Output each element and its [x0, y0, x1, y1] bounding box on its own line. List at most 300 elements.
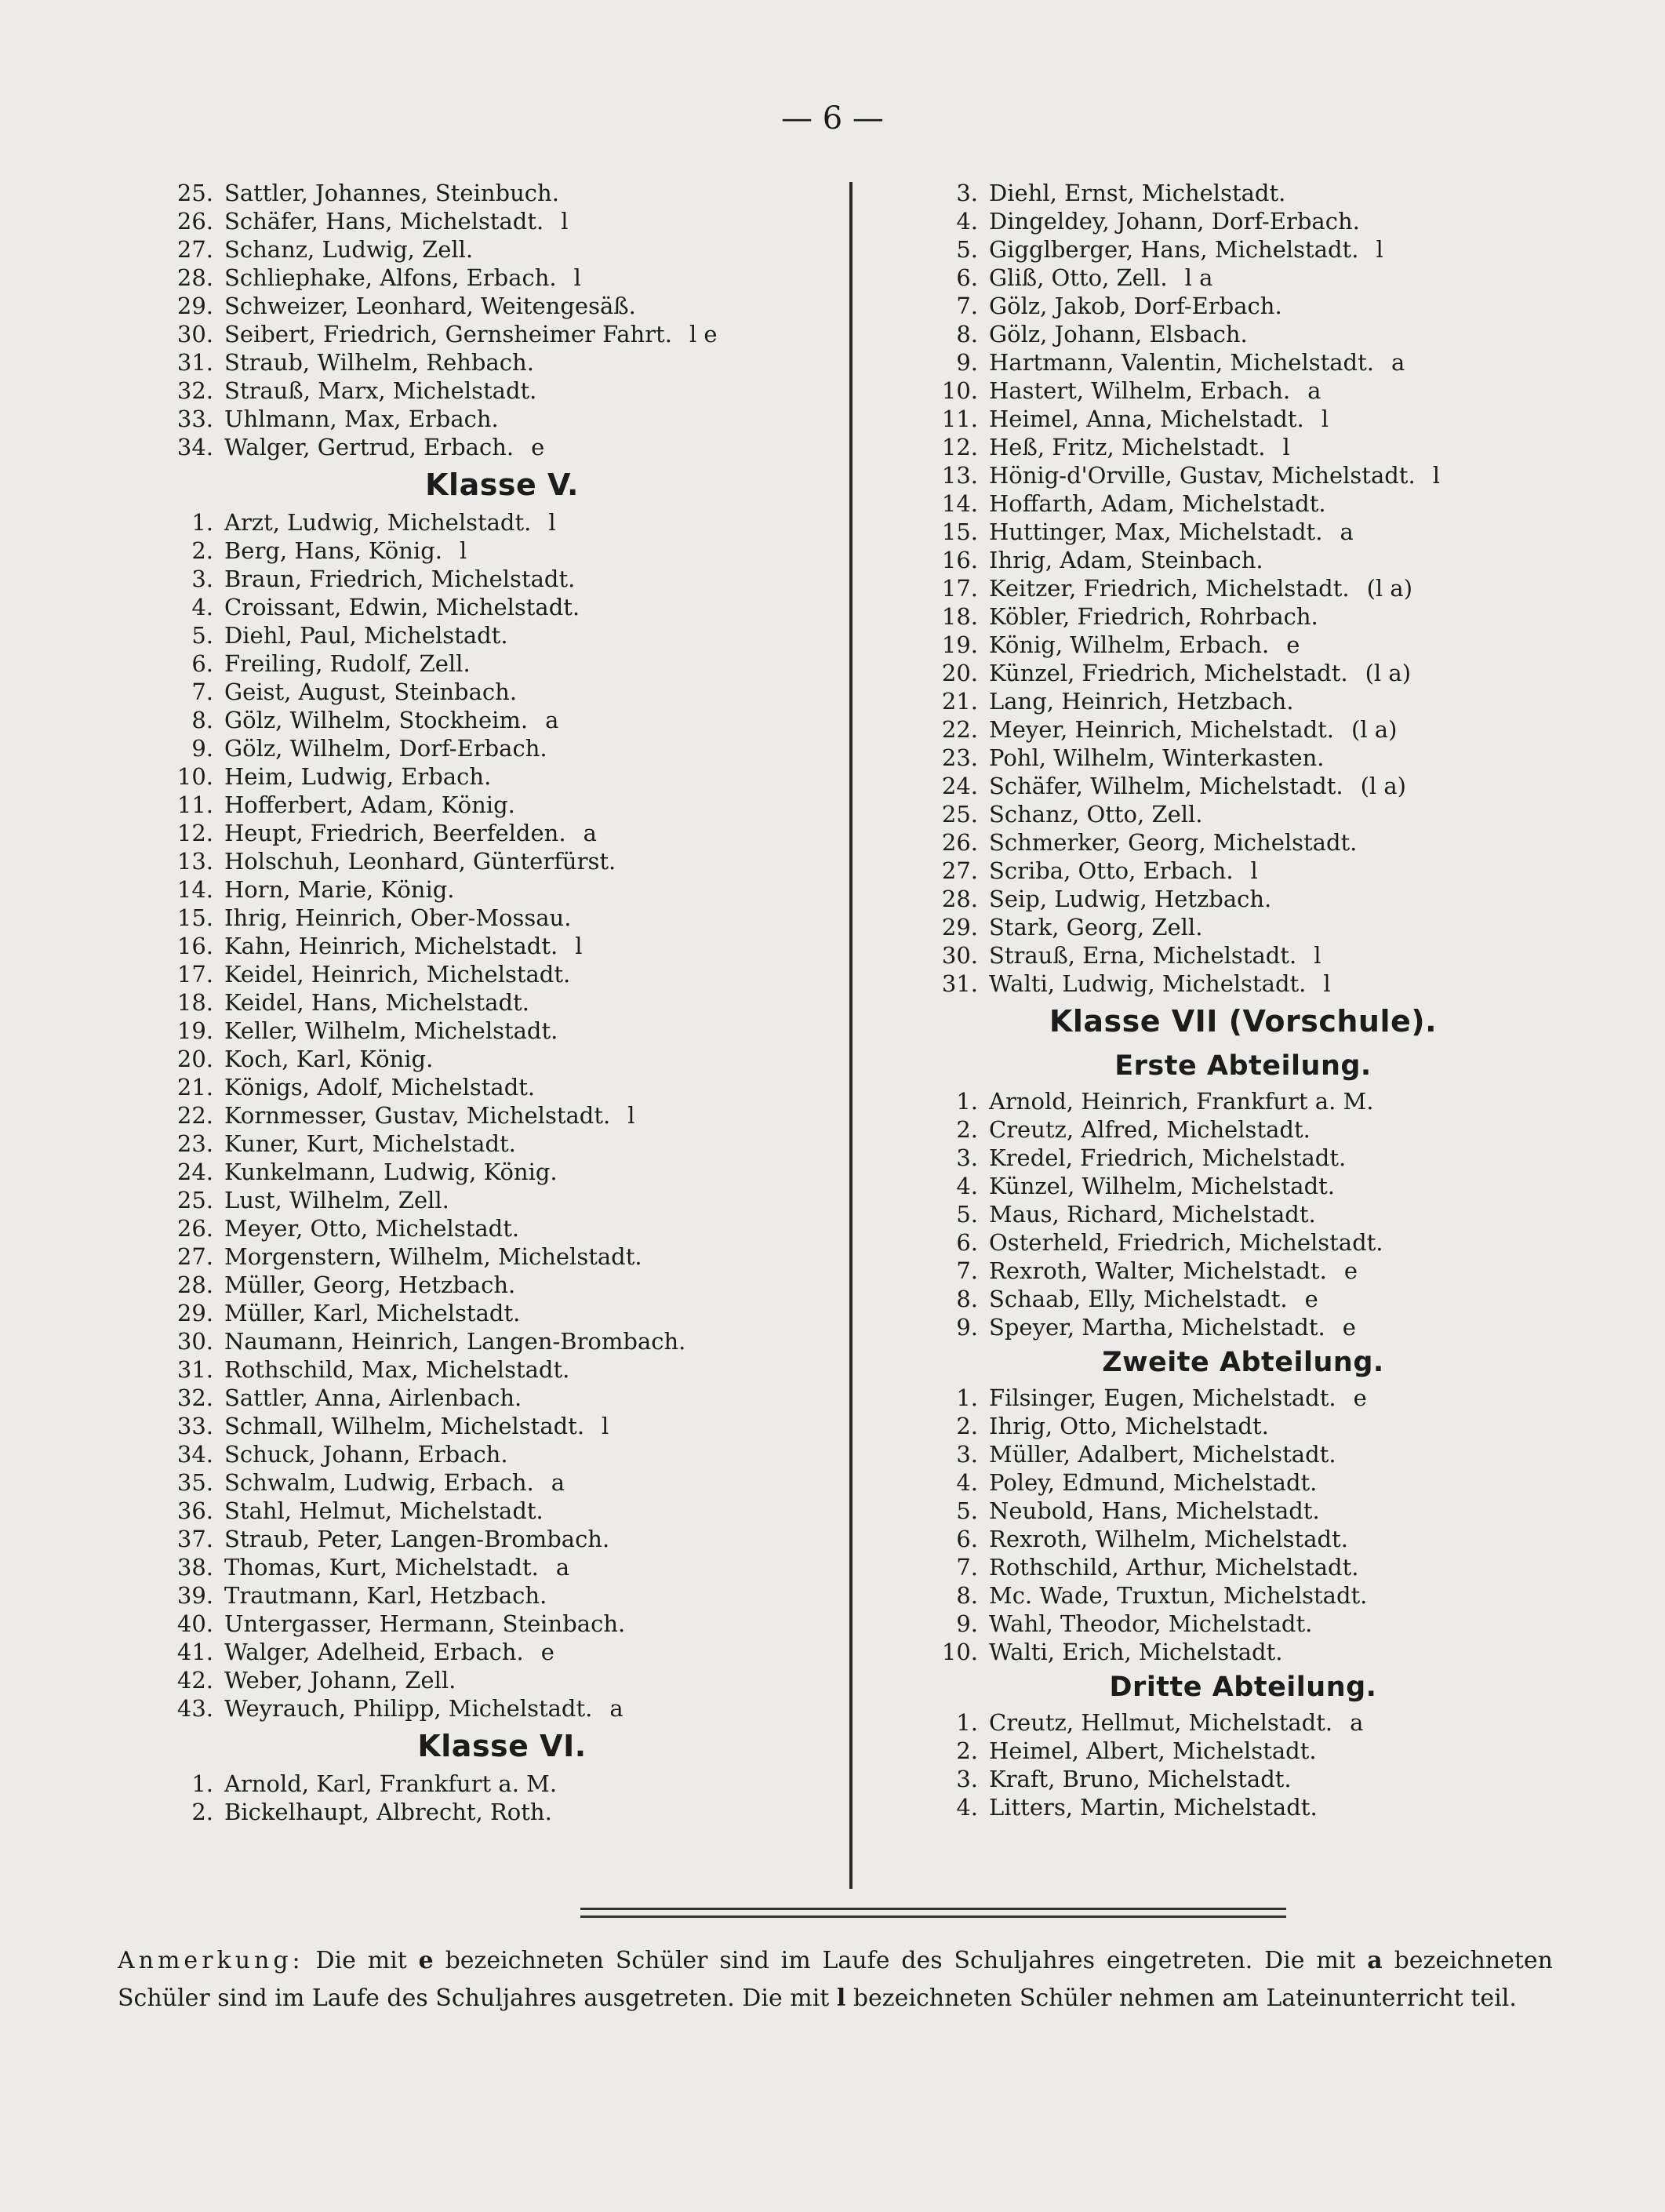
column-divider [849, 182, 852, 1889]
list-item [922, 1610, 1565, 1638]
entry-name: Maus, Richard, Michelstadt. [989, 1201, 1316, 1228]
list-item [157, 1158, 847, 1186]
list-item [157, 1327, 847, 1355]
entry-number: 2. [956, 1116, 978, 1143]
entry-name: Kornmesser, Gustav, Michelstadt. [224, 1102, 611, 1129]
entry-number: 36. [176, 1497, 213, 1524]
list-item [157, 621, 847, 649]
entry-number: 29. [941, 914, 978, 940]
entry-number: 12. [941, 434, 978, 460]
entry-name: Heß, Fritz, Michelstadt. [989, 434, 1266, 460]
entry-number: 2. [191, 537, 213, 564]
list-item [922, 1172, 1565, 1200]
entry-number: 10. [176, 763, 213, 790]
list-item [922, 489, 1565, 518]
entry-name: Gigglberger, Hans, Michelstadt. [989, 236, 1359, 263]
entry-number: 14. [176, 876, 213, 903]
entry-mark: e [531, 434, 545, 460]
entry-number: 3. [956, 1766, 978, 1792]
entry-number: 6. [191, 650, 213, 677]
entry-name: Litters, Martin, Michelstadt. [989, 1794, 1318, 1821]
erste-abteilung-list [922, 1087, 1565, 1341]
entry-mark: e [1286, 631, 1300, 658]
entry-name: Rexroth, Walter, Michelstadt. [989, 1257, 1327, 1284]
entry-number: 33. [176, 1413, 213, 1439]
entry-name: Diehl, Paul, Michelstadt. [224, 622, 508, 649]
list-item [922, 1765, 1565, 1793]
entry-name: Straub, Wilhelm, Rehbach. [224, 349, 534, 376]
entry-name: Heimel, Anna, Michelstadt. [989, 406, 1304, 432]
entry-number: 8. [956, 1286, 978, 1312]
zweite-abteilung-list [922, 1384, 1565, 1666]
entry-number: 4. [956, 1173, 978, 1199]
entry-number: 41. [176, 1639, 213, 1665]
list-item [922, 461, 1565, 489]
entry-number: 29. [176, 293, 213, 319]
list-item [157, 1694, 847, 1723]
entry-name: Müller, Georg, Hetzbach. [224, 1272, 516, 1298]
list-item [922, 1638, 1565, 1666]
entry-name: Stark, Georg, Zell. [989, 914, 1203, 940]
entry-number: 27. [941, 857, 978, 884]
entry-name: Walti, Erich, Michelstadt. [989, 1639, 1283, 1665]
entry-number: 19. [941, 631, 978, 658]
list-item [157, 207, 847, 235]
entry-number: 7. [956, 1554, 978, 1581]
entry-name: Gölz, Wilhelm, Stockheim. [224, 707, 529, 733]
entry-number: 13. [176, 848, 213, 875]
entry-number: 4. [956, 1794, 978, 1821]
entry-name: Weyrauch, Philipp, Michelstadt. [224, 1695, 593, 1722]
entry-name: Gölz, Wilhelm, Dorf-Erbach. [224, 735, 547, 762]
entry-number: 40. [176, 1610, 213, 1637]
entry-name: Kahn, Heinrich, Michelstadt. [224, 933, 558, 959]
klasse-vi-list [157, 1770, 847, 1826]
list-item [922, 179, 1565, 207]
entry-name: Schmall, Wilhelm, Michelstadt. [224, 1413, 585, 1439]
entry-number: 42. [176, 1667, 213, 1694]
entry-name: Untergasser, Hermann, Steinbach. [224, 1610, 626, 1637]
entry-name: Poley, Edmund, Michelstadt. [989, 1469, 1318, 1496]
entry-name: Köbler, Friedrich, Rohrbach. [989, 603, 1318, 630]
list-item [922, 631, 1565, 659]
entry-number: 9. [956, 1610, 978, 1637]
entry-number: 3. [191, 566, 213, 592]
list-item [157, 1186, 847, 1214]
entry-number: 10. [941, 377, 978, 404]
entry-number: 17. [941, 575, 978, 602]
list-item [922, 1228, 1565, 1257]
entry-name: Rothschild, Arthur, Michelstadt. [989, 1554, 1359, 1581]
entry-number: 25. [176, 180, 213, 206]
entry-mark: l [1321, 406, 1329, 432]
entry-number: 8. [956, 1582, 978, 1609]
entry-mark: l [1376, 236, 1383, 263]
list-item [157, 678, 847, 706]
entry-mark: l [1282, 434, 1290, 460]
entry-number: 16. [941, 547, 978, 573]
footnote [118, 1942, 1553, 2017]
list-item [157, 537, 847, 565]
list-item [922, 800, 1565, 828]
entry-name: Speyer, Martha, Michelstadt. [989, 1314, 1325, 1341]
entry-name: Gölz, Jakob, Dorf-Erbach. [989, 293, 1282, 319]
list-item [157, 1638, 847, 1666]
entry-name: Hastert, Wilhelm, Erbach. [989, 377, 1291, 404]
erste-abteilung-heading: Erste Abteilung. [1114, 1050, 1372, 1082]
entry-name: Dingeldey, Johann, Dorf-Erbach. [989, 208, 1360, 235]
entry-name: Keitzer, Friedrich, Michelstadt. [989, 575, 1350, 602]
entry-mark: a [583, 820, 597, 846]
entry-number: 6. [956, 1526, 978, 1552]
entry-number: 30. [176, 1328, 213, 1355]
entry-number: 22. [941, 716, 978, 743]
list-item [157, 1798, 847, 1826]
list-item [922, 518, 1565, 546]
entry-number: 18. [941, 603, 978, 630]
entry-name: Strauß, Erna, Michelstadt. [989, 942, 1297, 969]
list-item [922, 602, 1565, 631]
list-item [922, 687, 1565, 715]
entry-mark: e [1304, 1286, 1318, 1312]
list-item [157, 1017, 847, 1045]
list-item [157, 819, 847, 847]
entry-number: 29. [176, 1300, 213, 1326]
entry-name: Hartmann, Valentin, Michelstadt. [989, 349, 1374, 376]
list-item [157, 904, 847, 932]
entry-name: Keller, Wilhelm, Michelstadt. [224, 1017, 558, 1044]
list-item [157, 762, 847, 791]
entry-mark: e [540, 1639, 554, 1665]
entry-number: 1. [191, 1770, 213, 1797]
list-item [157, 932, 847, 960]
entry-number: 23. [941, 744, 978, 771]
continued-list [157, 179, 847, 461]
list-item [157, 565, 847, 593]
list-item [157, 1440, 847, 1468]
list-item [922, 1144, 1565, 1172]
list-item [922, 1497, 1565, 1525]
list-item [157, 405, 847, 433]
entry-number: 9. [956, 1314, 978, 1341]
entry-name: Wahl, Theodor, Michelstadt. [989, 1610, 1313, 1637]
list-item [922, 1525, 1565, 1553]
entry-name: Sattler, Anna, Airlenbach. [224, 1384, 522, 1411]
entry-name: Horn, Marie, König. [224, 876, 455, 903]
list-item [922, 405, 1565, 433]
list-item [157, 292, 847, 320]
entry-name: Koch, Karl, König. [224, 1046, 434, 1072]
entry-name: Naumann, Heinrich, Langen-Brombach. [224, 1328, 686, 1355]
list-item [157, 1610, 847, 1638]
list-item [157, 1666, 847, 1694]
entry-number: 4. [191, 594, 213, 620]
entry-name: Walti, Ludwig, Michelstadt. [989, 970, 1307, 997]
entry-number: 2. [191, 1799, 213, 1825]
entry-name: Morgenstern, Wilhelm, Michelstadt. [224, 1243, 642, 1270]
entry-name: Trautmann, Karl, Hetzbach. [224, 1582, 547, 1609]
entry-number: 31. [176, 1356, 213, 1383]
entry-name: Stahl, Helmut, Michelstadt. [224, 1497, 543, 1524]
entry-name: Arnold, Heinrich, Frankfurt a. M. [989, 1088, 1374, 1115]
klasse-v-heading: Klasse V. [425, 468, 579, 502]
entry-number: 1. [956, 1088, 978, 1115]
list-item [922, 772, 1565, 800]
entry-mark: l [460, 537, 467, 564]
entry-name: Meyer, Otto, Michelstadt. [224, 1215, 520, 1242]
entry-mark: (l a) [1360, 773, 1406, 799]
entry-mark: (l a) [1351, 716, 1398, 743]
entry-name: Lust, Wilhelm, Zell. [224, 1187, 449, 1213]
list-item [922, 715, 1565, 744]
list-item [157, 1214, 847, 1242]
list-item [922, 433, 1565, 461]
entry-number: 21. [941, 688, 978, 715]
entry-mark: l [1314, 942, 1321, 969]
entry-name: Bickelhaupt, Albrecht, Roth. [224, 1799, 552, 1825]
entry-number: 25. [176, 1187, 213, 1213]
footnote-symbol-a: a [1367, 1947, 1383, 1974]
entry-mark: (l a) [1366, 575, 1413, 602]
entry-name: Uhlmann, Max, Erbach. [224, 406, 499, 432]
list-item [922, 1384, 1565, 1412]
entry-name: Thomas, Kurt, Michelstadt. [224, 1554, 539, 1581]
entry-name: Seibert, Friedrich, Gernsheimer Fahrt. [224, 321, 672, 347]
entry-number: 1. [956, 1384, 978, 1411]
entry-mark: a [545, 707, 559, 733]
entry-name: Holschuh, Leonhard, Günterfürst. [224, 848, 616, 875]
list-item [922, 941, 1565, 970]
entry-name: Keidel, Hans, Michelstadt. [224, 989, 529, 1016]
entry-number: 7. [191, 679, 213, 705]
list-item [157, 875, 847, 904]
entry-name: Müller, Karl, Michelstadt. [224, 1300, 521, 1326]
list-item [157, 1553, 847, 1581]
entry-number: 20. [176, 1046, 213, 1072]
entry-number: 3. [956, 180, 978, 206]
entry-name: Walger, Gertrud, Erbach. [224, 434, 514, 460]
list-item [157, 1271, 847, 1299]
footnote-symbol-e: e [418, 1947, 434, 1974]
entry-name: Braun, Friedrich, Michelstadt. [224, 566, 576, 592]
entry-mark: (l a) [1365, 660, 1412, 686]
list-item [922, 320, 1565, 348]
entry-name: Walger, Adelheid, Erbach. [224, 1639, 524, 1665]
list-item [157, 1299, 847, 1327]
entry-number: 27. [176, 1243, 213, 1270]
list-item [922, 264, 1565, 292]
entry-number: 11. [941, 406, 978, 432]
entry-mark: l a [1184, 264, 1213, 291]
list-item [157, 1525, 847, 1553]
list-item [922, 1313, 1565, 1341]
entry-name: Kuner, Kurt, Michelstadt. [224, 1130, 516, 1157]
list-item [157, 1497, 847, 1525]
entry-number: 30. [941, 942, 978, 969]
list-item [157, 1045, 847, 1073]
entry-name: Schwalm, Ludwig, Erbach. [224, 1469, 534, 1496]
entry-mark: a [555, 1554, 570, 1581]
entry-name: Huttinger, Max, Michelstadt. [989, 518, 1323, 545]
entry-mark: l [627, 1102, 635, 1129]
entry-name: Lang, Heinrich, Hetzbach. [989, 688, 1294, 715]
entry-name: Kunkelmann, Ludwig, König. [224, 1159, 558, 1185]
entry-mark: a [551, 1469, 565, 1496]
entry-mark: a [1391, 349, 1405, 376]
entry-name: Keidel, Heinrich, Michelstadt. [224, 961, 571, 988]
end-double-rule [580, 1908, 1286, 1923]
entry-name: Freiling, Rudolf, Zell. [224, 650, 471, 677]
list-item [922, 1737, 1565, 1765]
entry-name: Filsinger, Eugen, Michelstadt. [989, 1384, 1336, 1411]
entry-name: Ihrig, Heinrich, Ober-Mossau. [224, 904, 572, 931]
list-item [157, 791, 847, 819]
dritte-abteilung-heading: Dritte Abteilung. [1109, 1672, 1377, 1703]
entry-number: 28. [176, 264, 213, 291]
entry-name: Weber, Johann, Zell. [224, 1667, 456, 1694]
entry-number: 24. [941, 773, 978, 799]
entry-name: Hönig-d'Orville, Gustav, Michelstadt. [989, 462, 1416, 489]
list-item [922, 1200, 1565, 1228]
entry-name: Schuck, Johann, Erbach. [224, 1441, 508, 1468]
footnote-symbol-l: l [836, 1985, 846, 2012]
list-item [157, 734, 847, 762]
list-item [922, 744, 1565, 772]
list-item [157, 847, 847, 875]
entry-number: 37. [176, 1526, 213, 1552]
entry-name: Hoffarth, Adam, Michelstadt. [989, 490, 1326, 517]
entry-name: Sattler, Johannes, Steinbuch. [224, 180, 559, 206]
entry-number: 9. [191, 735, 213, 762]
dritte-abteilung-list [922, 1708, 1565, 1821]
list-item [922, 1581, 1565, 1610]
entry-number: 12. [176, 820, 213, 846]
entry-number: 8. [191, 707, 213, 733]
entry-number: 9. [956, 349, 978, 376]
entry-name: Meyer, Heinrich, Michelstadt. [989, 716, 1334, 743]
entry-name: Kraft, Bruno, Michelstadt. [989, 1766, 1292, 1792]
entry-name: Osterheld, Friedrich, Michelstadt. [989, 1229, 1383, 1256]
entry-name: Seip, Ludwig, Hetzbach. [989, 886, 1272, 912]
entry-name: Hofferbert, Adam, König. [224, 791, 515, 818]
entry-name: Croissant, Edwin, Michelstadt. [224, 594, 580, 620]
list-item [922, 970, 1565, 998]
list-item [157, 1468, 847, 1497]
list-item [157, 348, 847, 377]
list-item [157, 264, 847, 292]
list-item [922, 1087, 1565, 1115]
entry-name: Mc. Wade, Truxtun, Michelstadt. [989, 1582, 1368, 1609]
entry-name: Neubold, Hans, Michelstadt. [989, 1497, 1320, 1524]
list-item [922, 377, 1565, 405]
list-item [922, 235, 1565, 264]
entry-number: 4. [956, 1469, 978, 1496]
entry-number: 32. [176, 1384, 213, 1411]
entry-number: 34. [176, 434, 213, 460]
footnote-text-3: bezeichneten Schüler sind im Laufe des Schuljahres ausgetreten. Die mit [118, 1947, 1554, 2012]
entry-name: Kredel, Friedrich, Michelstadt. [989, 1144, 1347, 1171]
entry-name: Heupt, Friedrich, Beerfelden. [224, 820, 566, 846]
entry-number: 27. [176, 236, 213, 263]
entry-number: 4. [956, 208, 978, 235]
entry-mark: l [561, 208, 569, 235]
entry-name: Arnold, Karl, Frankfurt a. M. [224, 1770, 558, 1797]
entry-number: 15. [941, 518, 978, 545]
entry-name: Rexroth, Wilhelm, Michelstadt. [989, 1526, 1348, 1552]
list-item [922, 857, 1565, 885]
entry-number: 21. [176, 1074, 213, 1101]
entry-name: Gölz, Johann, Elsbach. [989, 321, 1248, 347]
entry-mark: l [1432, 462, 1440, 489]
entry-name: Ihrig, Otto, Michelstadt. [989, 1413, 1269, 1439]
entry-mark: l [1250, 857, 1258, 884]
entry-mark: e [1343, 1257, 1358, 1284]
entry-number: 30. [176, 321, 213, 347]
list-item [922, 828, 1565, 857]
entry-number: 19. [176, 1017, 213, 1044]
entry-number: 28. [176, 1272, 213, 1298]
entry-name: Arzt, Ludwig, Michelstadt. [224, 509, 532, 536]
footnote-label: Anmerkung: [118, 1947, 304, 1974]
list-item [157, 1581, 847, 1610]
entry-name: Geist, August, Steinbach. [224, 679, 518, 705]
list-item [922, 1793, 1565, 1821]
entry-name: Künzel, Wilhelm, Michelstadt. [989, 1173, 1336, 1199]
list-item [922, 1412, 1565, 1440]
entry-mark: e [1353, 1384, 1367, 1411]
list-item [157, 1242, 847, 1271]
entry-mark: a [1340, 518, 1354, 545]
entry-mark: a [1307, 377, 1321, 404]
entry-mark: l e [689, 321, 718, 347]
entry-name: Schanz, Otto, Zell. [989, 801, 1203, 828]
entry-mark: a [609, 1695, 623, 1722]
list-item [157, 1384, 847, 1412]
list-item [157, 508, 847, 537]
entry-name: Königs, Adolf, Michelstadt. [224, 1074, 536, 1101]
entry-name: Heim, Ludwig, Erbach. [224, 763, 492, 790]
entry-name: Berg, Hans, König. [224, 537, 442, 564]
list-item [922, 1285, 1565, 1313]
entry-number: 32. [176, 377, 213, 404]
entry-name: Schaab, Elly, Michelstadt. [989, 1286, 1288, 1312]
entry-name: Müller, Adalbert, Michelstadt. [989, 1441, 1336, 1468]
list-item [157, 988, 847, 1017]
entry-mark: l [573, 264, 581, 291]
entry-number: 18. [176, 989, 213, 1016]
entry-number: 8. [956, 321, 978, 347]
list-item [922, 1708, 1565, 1737]
klasse-vi-heading: Klasse VI. [417, 1729, 587, 1763]
entry-name: Gliß, Otto, Zell. [989, 264, 1168, 291]
entry-number: 2. [956, 1737, 978, 1764]
entry-number: 15. [176, 904, 213, 931]
list-item [157, 1101, 847, 1130]
entry-name: Creutz, Hellmut, Michelstadt. [989, 1709, 1333, 1736]
entry-number: 22. [176, 1102, 213, 1129]
entry-number: 1. [956, 1709, 978, 1736]
entry-name: Schäfer, Hans, Michelstadt. [224, 208, 544, 235]
entry-number: 14. [941, 490, 978, 517]
entry-mark: l [602, 1413, 609, 1439]
entry-number: 39. [176, 1582, 213, 1609]
list-item [922, 1468, 1565, 1497]
entry-number: 11. [176, 791, 213, 818]
list-item [157, 235, 847, 264]
entry-number: 6. [956, 264, 978, 291]
entry-number: 5. [956, 1497, 978, 1524]
entry-number: 16. [176, 933, 213, 959]
